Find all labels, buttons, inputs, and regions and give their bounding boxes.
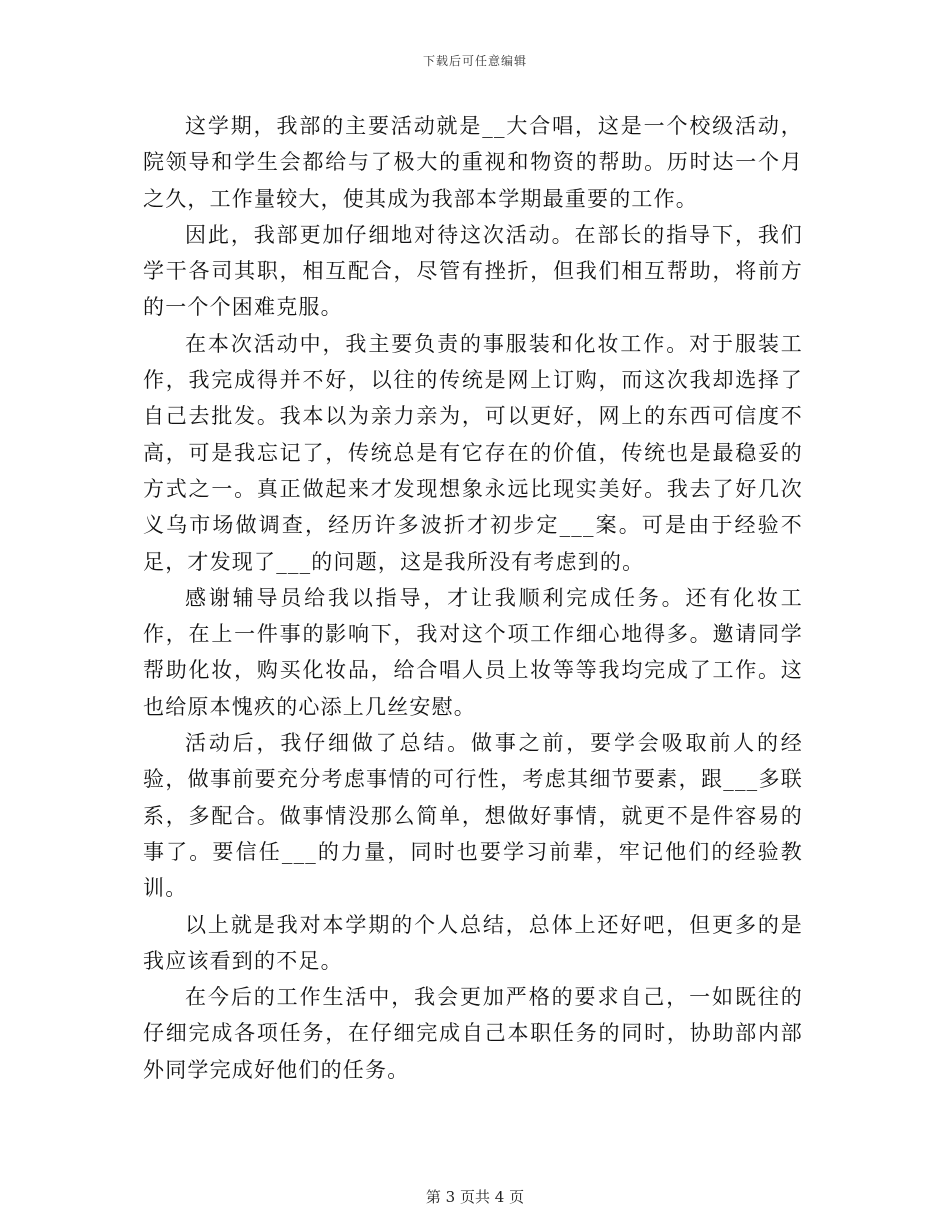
document-body <box>143 108 803 1088</box>
paragraph-6: 以上就是我对本学期的个人总结，总体上还好吧，但更多的是我应该看到的不足。 <box>143 912 803 973</box>
paragraph-7: 在今后的工作生活中，我会更加严格的要求自己，一如既往的仔细完成各项任务，在仔细完成自己本职任务的同时，协助部内部外同学完成好他们的任务。 <box>143 985 803 1082</box>
page-header: 下载后可任意编辑 <box>422 54 527 68</box>
paragraph-5: 活动后，我仔细做了总结。做事之前，要学会吸取前人的经验，做事前要充分考虑事情的可行性，考虑其细节要素，跟___多联系，多配合。做事情没那么简单，想做好事情，就更不是件容易的事了。要信任___的力量，同时也要学习前辈，牢记他们的经验教训。 <box>143 731 803 901</box>
paragraph-1: 这学期，我部的主要活动就是__大合唱，这是一个校级活动，院领导和学生会都给与了极大的重视和物资的帮助。历时达一个月之久，工作量较大，使其成为我部本学期最重要的工作。 <box>143 114 803 211</box>
paragraph-4: 感谢辅导员给我以指导，才让我顺利完成任务。还有化妆工作，在上一件事的影响下，我对这个项工作细心地得多。邀请同学帮助化妆，购买化妆品，给合唱人员上妆等等我均完成了工作。这也给原本愧疚的心添上几丝安慰。 <box>143 585 803 719</box>
paragraph-3: 在本次活动中，我主要负责的事服装和化妆工作。对于服装工作，我完成得并不好，以往的传统是网上订购，而这次我却选择了自己去批发。我本以为亲力亲为，可以更好，网上的东西可信度不高，可是我忘记了，传统总是有它存在的价值，传统也是最稳妥的方式之一。真正做起来才发现想象永远比现实美好。我去了好几次义乌市场做调查，经历许多波折才初步定___案。可是由于经验不足，才发现了___的问题，这是我所没有考虑到的。 <box>143 331 803 574</box>
paragraph-2: 因此，我部更加仔细地对待这次活动。在部长的指导下，我们学干各司其职，相互配合，尽管有挫折，但我们相互帮助，将前方的一个个困难克服。 <box>143 222 803 320</box>
page-number: 第 3 页共 4 页 <box>425 1188 525 1206</box>
